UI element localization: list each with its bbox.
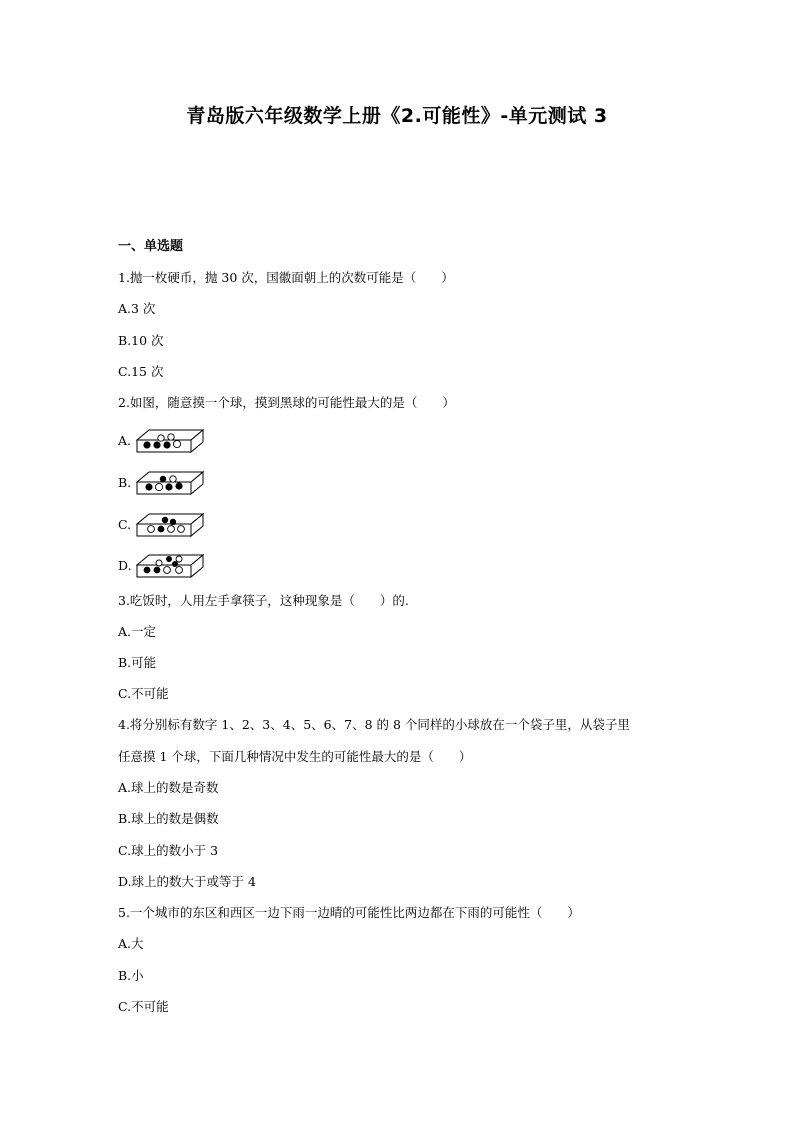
white-ball-icon (164, 567, 171, 574)
question-3-stem: 3.吃饭时，人用左手拿筷子，这种现象是（ ）的. (118, 593, 409, 608)
white-ball-icon (155, 483, 162, 490)
ball-box-a-image (135, 428, 205, 454)
black-ball-icon (145, 483, 152, 490)
black-ball-icon (170, 519, 176, 525)
black-ball-icon (165, 483, 172, 490)
black-ball-icon (163, 441, 170, 448)
question-2-stem: 2.如图，随意摸一个球，摸到黑球的可能性最大的是（ ） (118, 395, 455, 410)
question-1-option-a: A.3 次 (118, 301, 156, 316)
white-ball-icon (168, 434, 174, 440)
question-5-option-a: A.大 (118, 936, 144, 951)
question-5-stem: 5.一个城市的东区和西区一边下雨一边晴的可能性比两边都在下雨的可能性（ ） (118, 905, 580, 920)
page-title: 青岛版六年级数学上册《2.可能性》-单元测试 3 (186, 105, 608, 127)
white-ball-icon (176, 556, 182, 562)
question-3-option-b: B.可能 (118, 655, 157, 670)
black-ball-icon (175, 482, 182, 489)
option-label: B. (118, 475, 132, 490)
white-ball-icon (170, 476, 176, 482)
black-ball-icon (154, 567, 161, 574)
question-3-option-a: A.一定 (118, 624, 157, 639)
option-label: A. (118, 433, 132, 448)
question-4-option-b: B.球上的数是偶数 (118, 811, 219, 826)
black-ball-icon (172, 561, 178, 567)
question-2-option-a (118, 428, 205, 454)
black-ball-icon (143, 441, 150, 448)
question-2-option-c (118, 512, 205, 538)
question-4-option-d: D.球上的数大于或等于 4 (118, 874, 256, 889)
black-ball-icon (144, 567, 151, 574)
question-4-option-a: A.球上的数是奇数 (118, 780, 219, 795)
question-1-option-b: B.10 次 (118, 333, 164, 348)
black-ball-icon (166, 556, 172, 562)
black-ball-icon (160, 476, 166, 482)
question-4-stem-line-2: 任意摸 1 个球，下面几种情况中发生的可能性最大的是（ ） (118, 749, 472, 764)
white-ball-icon (176, 567, 183, 574)
white-ball-icon (148, 526, 155, 533)
question-2-option-d (118, 553, 205, 579)
ball-box-d-image (135, 553, 205, 579)
white-ball-icon (156, 560, 162, 566)
question-4-stem-line-1: 4.将分别标有数字 1、2、3、4、5、6、7、8 的 8 个同样的小球放在一个袋子里，从袋子里 (118, 717, 630, 732)
option-label: C. (118, 517, 132, 532)
question-3-option-c: C.不可能 (118, 686, 169, 701)
black-ball-icon (162, 517, 168, 523)
black-ball-icon (158, 526, 165, 533)
ball-box-c-image (135, 512, 205, 538)
white-ball-icon (173, 440, 180, 447)
question-1-option-c: C.15 次 (118, 364, 164, 379)
question-4-option-c: C.球上的数小于 3 (118, 843, 219, 858)
black-ball-icon (153, 441, 160, 448)
white-ball-icon (158, 435, 164, 441)
question-2-option-b (118, 470, 205, 496)
option-label: D. (118, 558, 132, 573)
question-5-option-c: C.不可能 (118, 999, 169, 1014)
section-heading: 一、单选题 (118, 239, 184, 254)
question-5-option-b: B.小 (118, 968, 144, 983)
white-ball-icon (168, 526, 175, 533)
question-1-stem: 1.抛一枚硬币，抛 30 次，国徽面朝上的次数可能是（ ） (118, 270, 454, 285)
ball-box-b-image (135, 470, 205, 496)
white-ball-icon (178, 526, 185, 533)
